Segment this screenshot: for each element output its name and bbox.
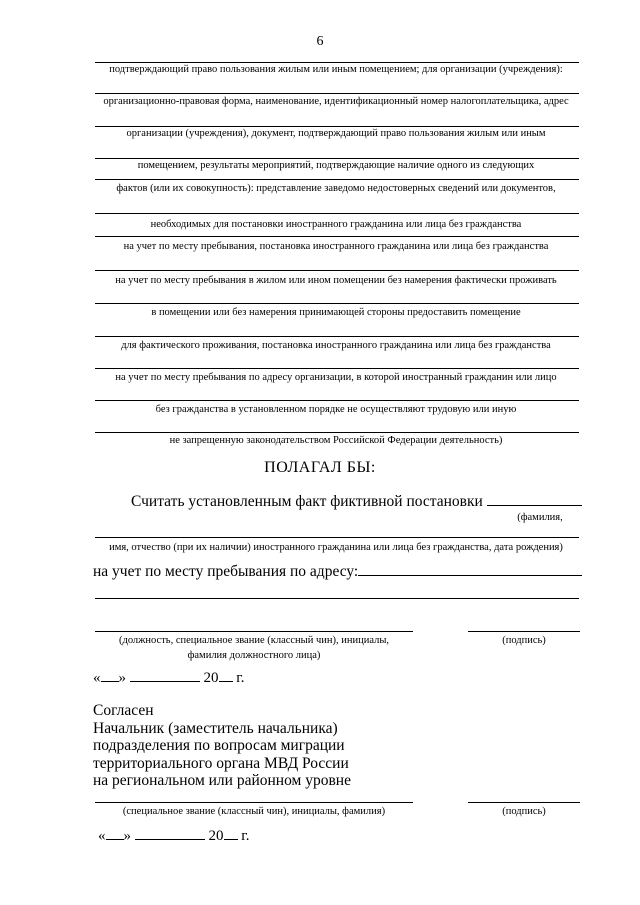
rule-line xyxy=(95,126,579,127)
chief-field-line[interactable] xyxy=(95,802,413,803)
year-field[interactable] xyxy=(224,839,238,840)
rule-line xyxy=(95,93,579,94)
consider-text: Считать установленным факт фиктивной постановки xyxy=(131,493,483,510)
address-field-line-2[interactable] xyxy=(95,598,579,599)
continuation-line: подтверждающий право пользования жилым или иным помещением; для организации (учреждения): xyxy=(109,64,563,75)
official-caption-line1: (должность, специальное звание (классный чин), инициалы, xyxy=(118,635,390,646)
continuation-line: организационно-правовая форма, наименование, идентификационный номер налогоплательщика, адрес xyxy=(103,96,569,107)
approval-line: Согласен xyxy=(93,702,154,719)
rule-line xyxy=(95,270,579,271)
continuation-line: на учет по месту пребывания, постановка иностранного гражданина или лица без гражданства xyxy=(123,241,549,252)
approval-line: на региональном или районном уровне xyxy=(93,772,351,789)
consider-line xyxy=(131,493,582,511)
continuation-line: фактов (или их совокупность): представление заведомо недостоверных сведений или документов, xyxy=(116,183,556,194)
rule-line xyxy=(95,236,579,237)
continuation-line: помещением, результаты мероприятий, подтверждающие наличие одного из следующих xyxy=(137,160,535,171)
rule-line xyxy=(95,368,579,369)
rule-line xyxy=(95,179,579,180)
name-caption: имя, отчество (при их наличии) иностранного гражданина или лица без гражданства, дата рождения) xyxy=(109,542,563,553)
approval-line: подразделения по вопросам миграции xyxy=(93,737,345,754)
day-field[interactable] xyxy=(101,681,119,682)
official-field-line[interactable] xyxy=(95,631,413,632)
continuation-line: необходимых для постановки иностранного гражданина или лица без гражданства xyxy=(150,219,522,230)
chief-caption: (специальное звание (классный чин), инициалы, фамилия) xyxy=(122,806,386,817)
signature-line[interactable] xyxy=(468,631,580,632)
year-prefix: 20 xyxy=(208,828,224,844)
continuation-line: без гражданства в установленном порядке не осуществляют трудовую или иную xyxy=(155,404,517,415)
open-quote: « xyxy=(93,670,101,686)
continuation-line: не запрещенную законодательством Российской Федерации деятельность) xyxy=(169,435,503,446)
month-field[interactable] xyxy=(130,681,200,682)
year-suffix: г. xyxy=(236,670,245,686)
year-prefix: 20 xyxy=(203,670,219,686)
close-quote: » xyxy=(123,828,131,844)
open-quote: « xyxy=(98,828,106,844)
rule-line xyxy=(95,303,579,304)
rule-line xyxy=(95,432,579,433)
signature-caption-2: (подпись) xyxy=(502,806,546,817)
rule-line xyxy=(95,213,579,214)
continuation-line: на учет по месту пребывания в жилом или ином помещении без намерения фактически проживать xyxy=(115,275,557,286)
continuation-line: организации (учреждения), документ, подтверждающий право пользования жилым или иным xyxy=(126,128,546,139)
close-quote: » xyxy=(118,670,126,686)
name-field-line[interactable] xyxy=(95,537,579,538)
date-line-2 xyxy=(98,828,249,845)
month-field[interactable] xyxy=(135,839,205,840)
surname-caption: (фамилия, xyxy=(517,512,563,523)
day-field[interactable] xyxy=(106,839,124,840)
address-text: на учет по месту пребывания по адресу: xyxy=(93,563,359,580)
address-field[interactable] xyxy=(358,575,582,576)
rule-line xyxy=(95,62,579,63)
signature-caption: (подпись) xyxy=(502,635,546,646)
rule-line xyxy=(95,158,579,159)
continuation-line: в помещении или без намерения принимающей стороны предоставить помещение xyxy=(151,307,521,318)
surname-field[interactable] xyxy=(487,505,582,506)
approval-block xyxy=(93,702,351,790)
rule-line xyxy=(95,336,579,337)
approval-line: Начальник (заместитель начальника) xyxy=(93,719,338,737)
continuation-line: для фактического проживания, постановка иностранного гражданина или лица без гражданства xyxy=(121,340,551,351)
heading: ПОЛАГАЛ БЫ: xyxy=(264,459,376,476)
rule-line xyxy=(95,400,579,401)
official-caption-line2: фамилия должностного лица) xyxy=(187,650,321,661)
continuation-line: на учет по месту пребывания по адресу организации, в которой иностранный гражданин или лицо xyxy=(115,372,557,383)
official-caption xyxy=(95,633,413,663)
address-line xyxy=(93,563,582,581)
page-number: 6 xyxy=(316,34,324,49)
year-field[interactable] xyxy=(219,681,233,682)
year-suffix: г. xyxy=(241,828,250,844)
date-line-1 xyxy=(93,670,244,687)
approval-line: территориального органа МВД России xyxy=(93,754,349,772)
signature-line-2[interactable] xyxy=(468,802,580,803)
